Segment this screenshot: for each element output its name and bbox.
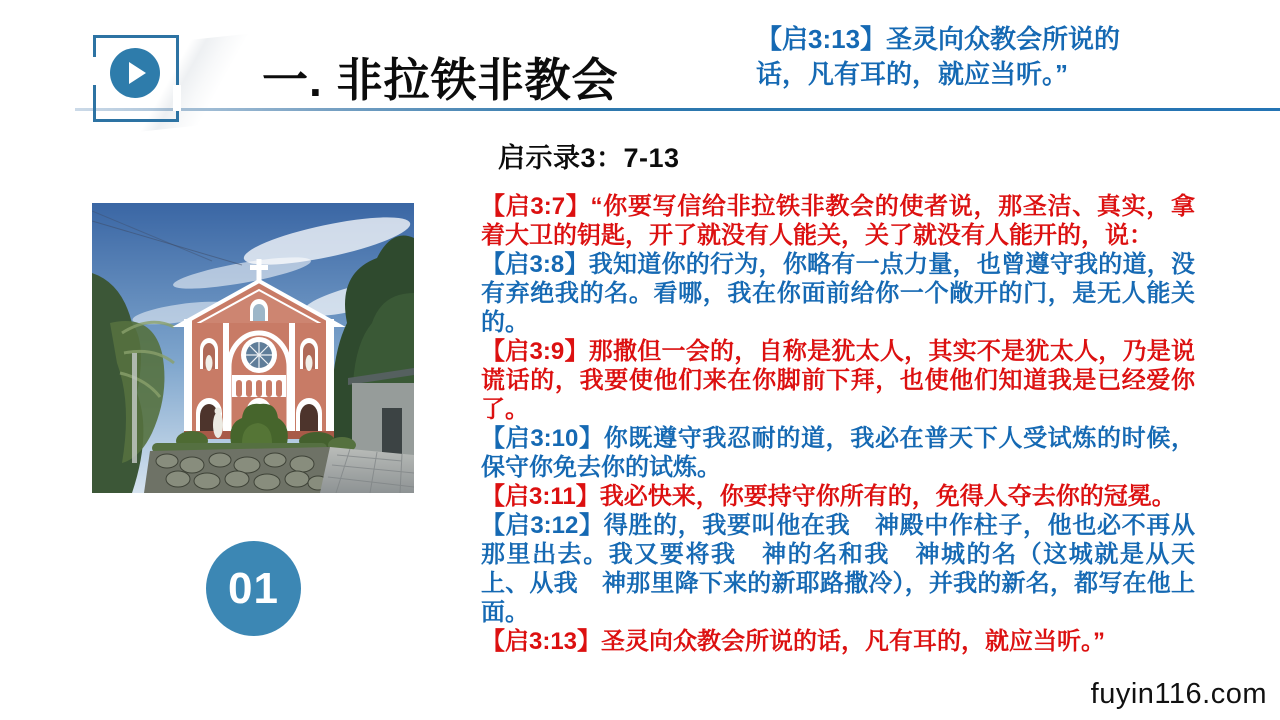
play-triangle-glyph <box>129 62 146 84</box>
header-verse <box>756 22 1261 92</box>
header-verse-line: 话，凡有耳的，就应当听。” <box>756 59 1069 89</box>
header-verse-line: 【启3:13】圣灵向众教会所说的 <box>756 24 1121 54</box>
passage-reference: 启示录3：7-13 <box>498 143 680 173</box>
section-number: 01 <box>228 563 279 613</box>
header-underline <box>75 108 1280 111</box>
verse-text: 【启3:7】“你要写信给非拉铁非教会的使者说，那圣洁、真实，拿着大卫的钥匙，开了就没有人能关，关了就没有人能开的，说： <box>481 193 1195 249</box>
verse-text: 【启3:9】那撒但一会的，自称是犹太人，其实不是犹太人，乃是说谎话的，我要使他们来在你脚前下拜，也使他们知道我是已经爱你了。 <box>481 338 1195 423</box>
slide-title: 一. 非拉铁非教会 <box>262 54 619 106</box>
website-watermark: fuyin116.com <box>1090 678 1267 710</box>
verse-text: 【启3:11】我必快来，你要持守你所有的，免得人夺去你的冠冕。 <box>481 483 1176 510</box>
verse-text: 【启3:12】得胜的，我要叫他在我 神殿中作柱子，他也必不再从那里出去。我又要将我 神的名和我 神城的名（这城就是从天上、从我 神那里降下来的新耶路撒冷），并我的新名，都写在他上面。 <box>481 512 1195 626</box>
verse-text: 【启3:10】你既遵守我忍耐的道，我必在普天下人受试炼的时候，保守你免去你的试炼。 <box>481 425 1195 481</box>
church-photo <box>92 203 414 493</box>
play-button[interactable] <box>93 35 179 122</box>
scripture-body <box>481 192 1195 656</box>
play-icon[interactable] <box>110 48 160 98</box>
verse-text: 【启3:13】圣灵向众教会所说的话，凡有耳的，就应当听。” <box>481 628 1106 655</box>
verse-text: 【启3:8】我知道你的行为，你略有一点力量，也曾遵守我的道，没有弃绝我的名。看哪，我在你面前给你一个敞开的门，是无人能关的。 <box>481 251 1195 336</box>
section-number-badge <box>206 541 301 636</box>
